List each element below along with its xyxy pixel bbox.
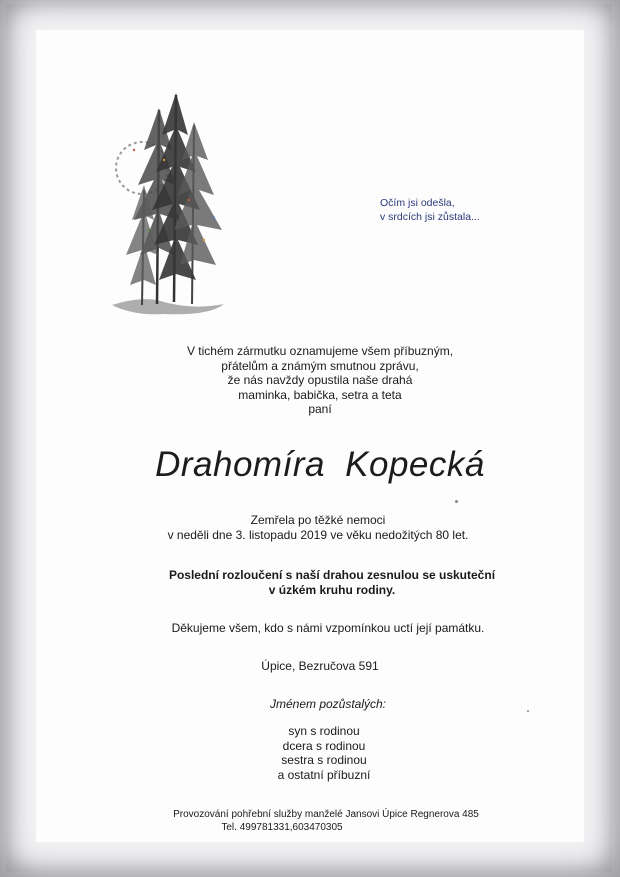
intro-line-5: paní [308,402,332,416]
farewell-line-1: Poslední rozloučení s naší drahou zesnulou se uskuteční [168,568,496,582]
mourner-item: a ostatní příbuzní [277,767,371,782]
intro-line-4: maminka, babička, setra a teta [238,387,402,402]
thanks-text: Děkujeme všem, kdo s námi vzpomínkou uctí její památku. [171,621,485,635]
mourner-item: syn s rodinou [288,724,360,738]
pine-trees-illustration [104,90,254,325]
motto-line-1: Očím jsi odešla, [380,197,455,209]
death-notice [0,513,620,543]
farewell-line-2: v úzkém kruhu rodiny. [268,583,396,597]
intro-line-3: že nás navždy opustila naše drahá [227,373,413,387]
mourner-item: sestra s rodinou [281,753,367,767]
mourner-item: dcera s rodinou [282,738,366,753]
intro-line-2: přátelům a známým smutnou zprávu, [221,358,419,373]
footer-service: Provozování pohřební služby manželé Jansovi Úpice Regnerova 485 [173,809,479,820]
deceased-name: Drahomíra Kopecká [155,445,485,484]
funeral-service-footer [0,809,620,834]
on-behalf-heading: Jménem pozůstalých: [269,697,387,711]
announcement-intro [0,344,620,417]
death-notice-line-2: v neděli dne 3. listopadu 2019 ve věku nedožitých 80 let. [167,528,469,542]
address-text: Úpice, Bezručova 591 [261,659,379,673]
speck [527,710,529,712]
speck [455,500,458,503]
intro-line-1: V tichém zármutku oznamujeme všem příbuzným, [186,344,454,358]
farewell-notice [0,568,620,598]
footer-phone: Tel. 499781331,603470305 [221,821,343,833]
motto-line-2: v srdcích jsi zůstala... [380,211,480,223]
death-notice-line-1: Zemřela po těžké nemoci [250,513,386,527]
mourners-list [0,724,620,782]
motto-quote [380,196,480,224]
